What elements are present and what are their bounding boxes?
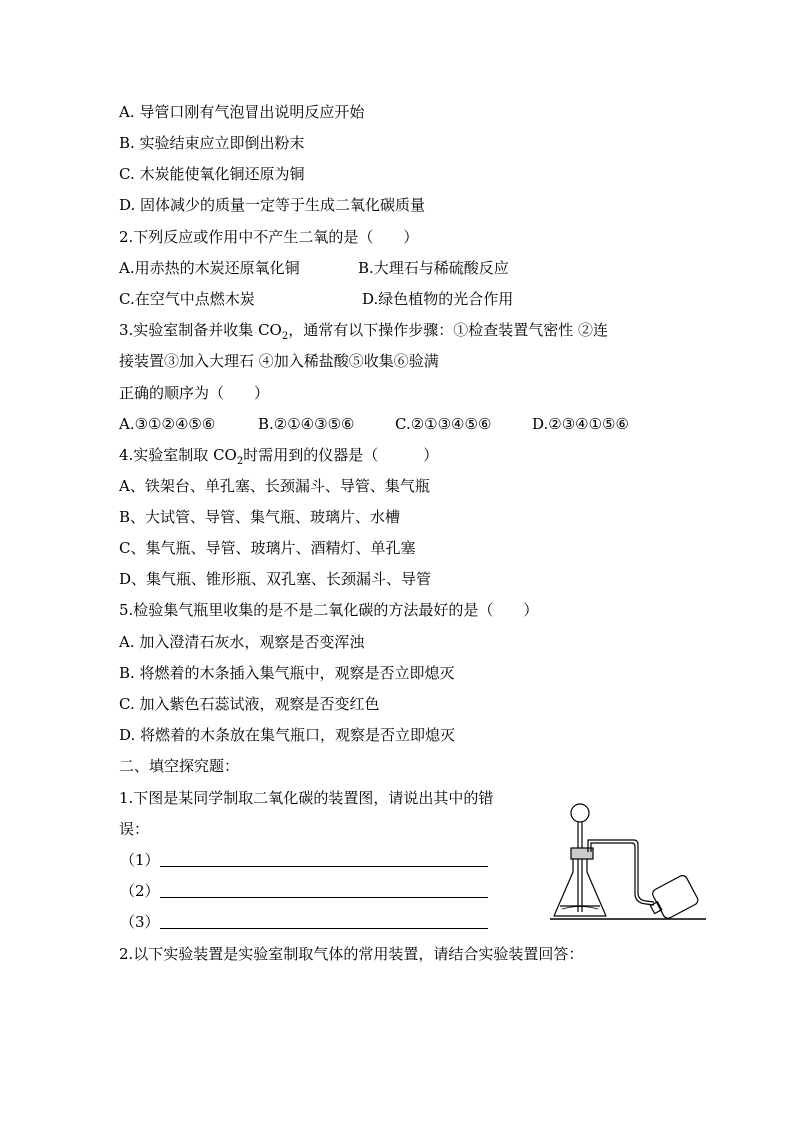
q5-option-a: A. 加入澄清石灰水，观察是否变浑浊	[119, 633, 365, 651]
co2-apparatus-figure	[548, 800, 708, 925]
q3-option-c: C.②①③④⑤⑥	[395, 415, 492, 433]
q2-option-b: B.大理石与稀硫酸反应	[358, 259, 509, 277]
blank-label-3: （3）	[120, 913, 160, 931]
q1-option-b: B. 实验结束应立即倒出粉末	[119, 134, 305, 152]
q4-option-a: A、铁架台、单孔塞、长颈漏斗、导管、集气瓶	[119, 477, 430, 495]
section2-heading: 二、填空探究题：	[119, 757, 240, 775]
q3-stem-pre: 3.实验室制备并收集 CO	[119, 321, 282, 339]
q3-stem-post: ，通常有以下操作步骤：①检查装置气密性 ②连	[288, 321, 609, 339]
q4-stem-post: 时需用到的仪器是（ ）	[243, 446, 439, 464]
q4-stem-pre: 4.实验室制取 CO	[119, 446, 237, 464]
q3-stem-line3: 正确的顺序为（ ）	[119, 384, 270, 402]
answer-blank-1[interactable]	[160, 866, 488, 867]
q5-stem: 5.检验集气瓶里收集的是不是二氧化碳的方法最好的是（ ）	[119, 601, 539, 619]
q3-stem-subscript: 2	[281, 331, 289, 342]
section2-q2: 2.以下实验装置是实验室制取气体的常用装置，请结合实验装置回答：	[119, 945, 584, 963]
stopper	[571, 848, 593, 859]
q5-option-b: B. 将燃着的木条插入集气瓶中，观察是否立即熄灭	[119, 664, 455, 682]
section2-q1-line2: 误：	[119, 820, 150, 838]
answer-blank-3[interactable]	[160, 928, 488, 929]
q2-stem: 2.下列反应或作用中不产生二氧的是（ ）	[119, 228, 419, 246]
q3-stem-line1	[119, 320, 608, 347]
q4-option-c: C、集气瓶、导管、玻璃片、酒精灯、单孔塞	[119, 539, 416, 557]
q2-option-a: A.用赤热的木炭还原氧化铜	[119, 259, 300, 277]
funnel-bulb	[571, 804, 589, 822]
conical-flask	[554, 859, 606, 916]
q2-option-c: C.在空气中点燃木炭	[119, 290, 255, 308]
q4-option-d: D、集气瓶、锥形瓶、双孔塞、长颈漏斗、导管	[119, 570, 432, 588]
gas-collection-bottle	[645, 874, 700, 923]
q4-stem-subscript: 2	[236, 456, 244, 467]
q3-option-d: D.②③④①⑤⑥	[532, 415, 629, 433]
q4-stem	[119, 445, 438, 472]
answer-blank-2[interactable]	[160, 897, 488, 898]
q3-option-a: A.③①②④⑤⑥	[119, 415, 216, 433]
q2-option-d: D.绿色植物的光合作用	[362, 290, 514, 308]
q5-option-c: C. 加入紫色石蕊试液，观察是否变红色	[119, 695, 380, 713]
delivery-tube	[588, 840, 654, 902]
q1-option-c: C. 木炭能使氧化铜还原为铜	[119, 165, 305, 183]
blank-label-1: （1）	[120, 851, 160, 869]
q1-option-a: A. 导管口刚有气泡冒出说明反应开始	[119, 103, 365, 121]
q4-option-b: B、大试管、导管、集气瓶、玻璃片、水槽	[119, 508, 401, 526]
q3-stem-line2: 接装置③加入大理石 ④加入稀盐酸⑤收集⑥验满	[119, 352, 439, 370]
q5-option-d: D. 将燃着的木条放在集气瓶口，观察是否立即熄灭	[119, 726, 456, 744]
section2-q1-line1: 1.下图是某同学制取二氧化碳的装置图，请说出其中的错	[119, 789, 494, 807]
q3-option-b: B.②①④③⑤⑥	[258, 415, 355, 433]
q1-option-d: D. 固体减少的质量一定等于生成二氧化碳质量	[119, 196, 426, 214]
blank-label-2: （2）	[120, 882, 160, 900]
